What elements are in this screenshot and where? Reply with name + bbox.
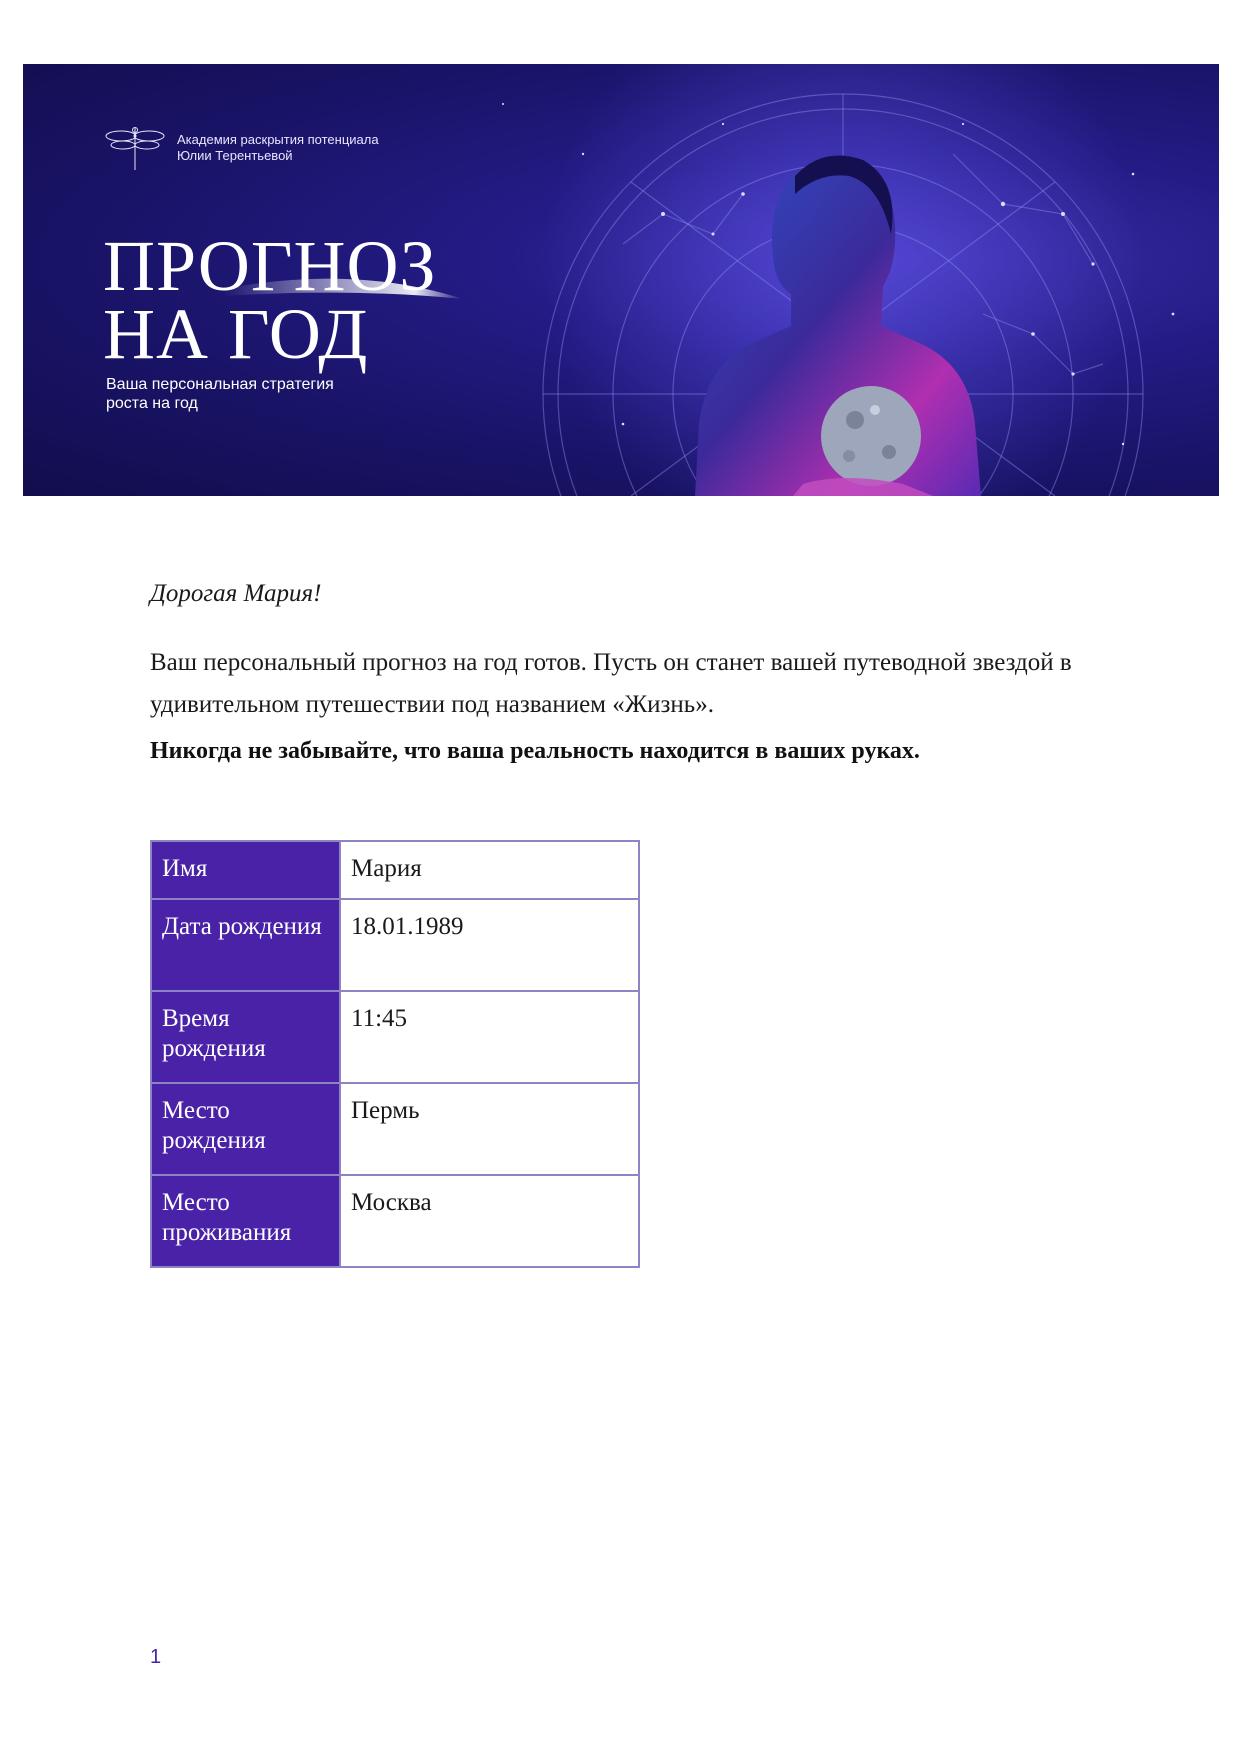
- residence-label: Место проживания: [151, 1175, 340, 1267]
- table-row: [151, 991, 639, 1083]
- birth-place-label: Место рождения: [151, 1083, 340, 1175]
- banner-subtitle-line-2: роста на год: [106, 395, 198, 412]
- banner-title-line-1: ПРОГНОЗ: [103, 226, 437, 306]
- table-row: [151, 1175, 639, 1267]
- academy-logo: [103, 124, 379, 172]
- table-row: [151, 899, 639, 991]
- banner-subtitle-line-1: Ваша персональная стратегия: [106, 376, 334, 393]
- letter-greeting: Дорогая Мария!: [150, 580, 322, 607]
- name-value: Мария: [340, 841, 639, 899]
- birth-time-value: 11:45: [340, 991, 639, 1083]
- letter-intro: Ваш персональный прогноз на год готов. Пусть он станет вашей путеводной звездой в удивительном путешествии под названием «Жизнь».: [150, 649, 1072, 718]
- letter-motto: Никогда не забывайте, что ваша реальность находится в ваших руках.: [150, 738, 920, 764]
- page-number: 1: [150, 1646, 162, 1668]
- personal-info-table: [150, 840, 640, 1268]
- moon-sphere: [821, 386, 921, 486]
- birth-date-label: Дата рождения: [151, 899, 340, 991]
- banner-title: [103, 226, 437, 374]
- logo-line-2: Юлии Терентьевой: [177, 148, 293, 163]
- banner-subtitle: [106, 375, 334, 413]
- name-label: Имя: [151, 841, 340, 899]
- birth-date-value: 18.01.1989: [340, 899, 639, 991]
- logo-line-1: Академия раскрытия потенциала: [177, 132, 379, 147]
- dragonfly-icon: [103, 124, 167, 172]
- banner-title-line-2: НА ГОД: [103, 294, 369, 374]
- table-row: [151, 1083, 639, 1175]
- table-row: [151, 841, 639, 899]
- birth-time-label: Время рождения: [151, 991, 340, 1083]
- residence-value: Москва: [340, 1175, 639, 1267]
- header-banner: [23, 64, 1219, 496]
- birth-place-value: Пермь: [340, 1083, 639, 1175]
